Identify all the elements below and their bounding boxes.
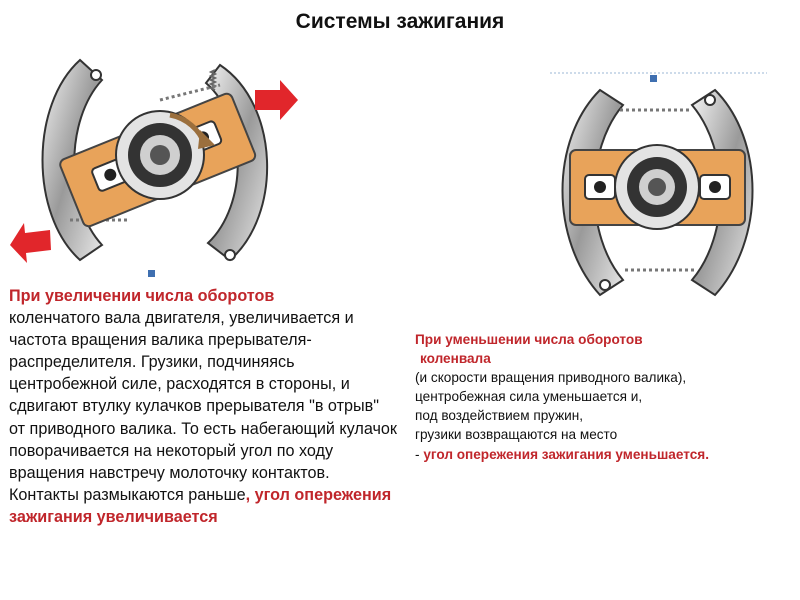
decrease-rpm-line-4: грузики возвращаются на место xyxy=(415,427,618,443)
increase-rpm-body: коленчатого вала двигателя, увеличивается и частота вращения валика прерывателя-распределителя. Грузики, подчиняясь центробежной силе, расходятся в стороны, и сдвигают втулку кулачков прерывателя "в отрыв" от приводного валика. То есть набегающий кулачок поворачивается на некоторый угол по ходу вращения навстречу молоточку контактов. Контакты размыкаются раньше xyxy=(9,309,398,504)
decrease-rpm-explanation xyxy=(415,330,800,464)
selection-marker xyxy=(148,270,155,277)
decrease-rpm-dash: - xyxy=(415,446,424,462)
decrease-rpm-line-3: под воздействием пружин, xyxy=(415,408,584,424)
increase-rpm-explanation xyxy=(9,285,399,528)
selection-marker xyxy=(650,75,657,82)
centrifugal-advance-illustration-expanded xyxy=(10,45,300,280)
page-title: Системы зажигания xyxy=(295,10,505,33)
decrease-rpm-heading: При уменьшении числа оборотов xyxy=(415,332,643,347)
decrease-rpm-line-2: центробежная сила уменьшается и, xyxy=(415,389,643,405)
decrease-rpm-line-5 xyxy=(415,445,800,464)
increase-rpm-comma: , xyxy=(245,485,255,504)
decrease-rpm-line-1: (и скорости вращения приводного валика), xyxy=(415,370,687,386)
increase-rpm-heading: При увеличении числа оборотов xyxy=(9,287,275,305)
increase-rpm-conclusion: угол опережения зажигания увеличивается xyxy=(9,485,392,526)
centrifugal-advance-illustration-retracted xyxy=(545,70,770,310)
decrease-rpm-conclusion: угол опережения зажигания уменьшается. xyxy=(423,446,709,462)
decrease-rpm-heading-cont: коленвала xyxy=(420,351,491,367)
